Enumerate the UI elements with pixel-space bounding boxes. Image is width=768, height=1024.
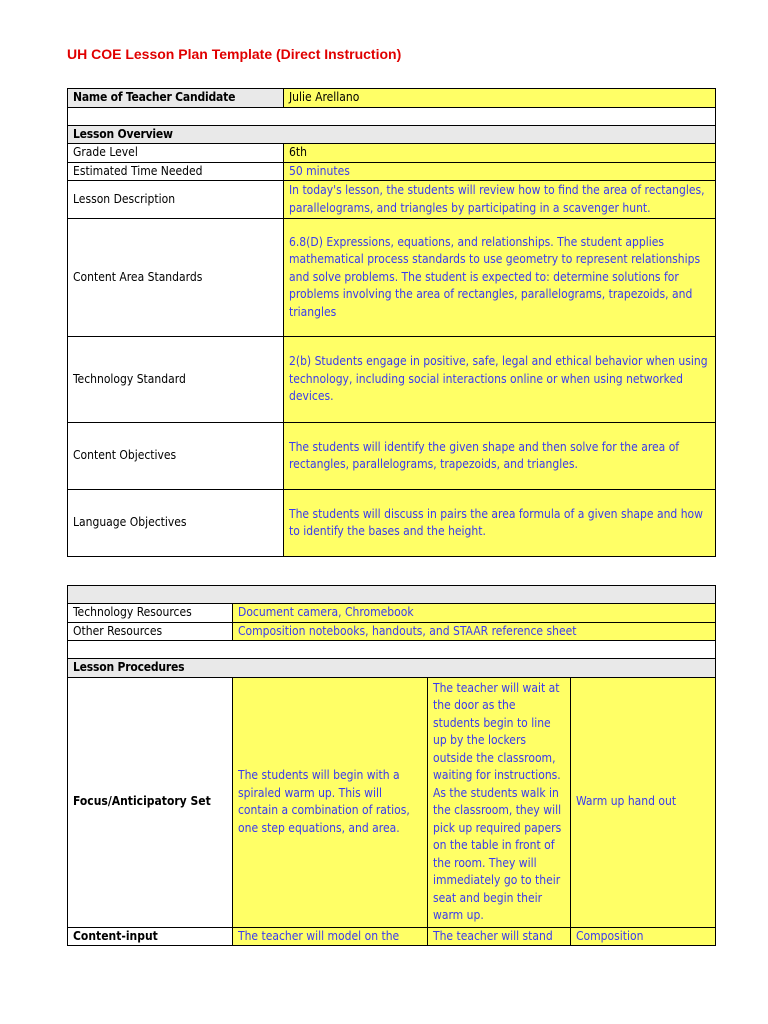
content-objectives-label: Content Objectives <box>68 423 284 490</box>
time-needed-label: Estimated Time Needed <box>68 162 284 181</box>
content-standards-value: 6.8(D) Expressions, equations, and relationships. The student applies mathematical process standards to use geometry to represent relationships and solve problems. The student is expected to: determine solutions for problems involving the area of rectangles, parallelograms, trapezoids, and triangles <box>284 219 716 337</box>
focus-set-label: Focus/Anticipatory Set <box>68 677 233 927</box>
focus-set-materials: Warm up hand out <box>571 677 716 927</box>
content-standards-label: Content Area Standards <box>68 219 284 337</box>
content-input-materials: Composition <box>571 927 716 946</box>
other-resources-value: Composition notebooks, handouts, and STAAR reference sheet <box>233 622 716 641</box>
document-title: UH COE Lesson Plan Template (Direct Instruction) <box>67 46 402 62</box>
time-needed-value: 50 minutes <box>284 162 716 181</box>
technology-resources-value: Document camera, Chromebook <box>233 604 716 623</box>
spacer-row <box>68 107 716 125</box>
technology-standard-value: 2(b) Students engage in positive, safe, legal and ethical behavior when using technology, including social interactions online or when using networked devices. <box>284 337 716 423</box>
technology-standard-label: Technology Standard <box>68 337 284 423</box>
language-objectives-value: The students will discuss in pairs the area formula of a given shape and how to identify the bases and the height. <box>284 490 716 557</box>
procedures-table <box>67 585 716 946</box>
language-objectives-label: Language Objectives <box>68 490 284 557</box>
focus-set-teacher-activity: The teacher will wait at the door as the students begin to line up by the lockers outside the classroom, waiting for instructions. As the students walk in the classroom, they will pick up required papers on the table in front of the room. They will immediately go to their seat and begin their warm up. <box>428 677 571 927</box>
spacer-row <box>68 641 716 659</box>
resources-heading-row <box>68 586 716 604</box>
grade-level-label: Grade Level <box>68 144 284 163</box>
lesson-overview-heading: Lesson Overview <box>68 125 716 144</box>
teacher-name-value: Julie Arellano <box>284 89 716 108</box>
other-resources-label: Other Resources <box>68 622 233 641</box>
lesson-description-value: In today's lesson, the students will review how to find the area of rectangles, parallelograms, and triangles by participating in a scavenger hunt. <box>284 181 716 219</box>
content-input-student-activity: The teacher will model on the <box>233 927 428 946</box>
technology-resources-label: Technology Resources <box>68 604 233 623</box>
lesson-overview-table <box>67 88 716 557</box>
content-input-label: Content-input <box>68 927 233 946</box>
lesson-description-label: Lesson Description <box>68 181 284 219</box>
lesson-procedures-heading: Lesson Procedures <box>68 659 716 678</box>
focus-set-student-activity: The students will begin with a spiraled warm up. This will contain a combination of ratios, one step equations, and area. <box>233 677 428 927</box>
grade-level-value: 6th <box>284 144 716 163</box>
teacher-name-label: Name of Teacher Candidate <box>68 89 284 108</box>
content-input-teacher-activity: The teacher will stand <box>428 927 571 946</box>
content-objectives-value: The students will identify the given shape and then solve for the area of rectangles, parallelograms, trapezoids, and triangles. <box>284 423 716 490</box>
